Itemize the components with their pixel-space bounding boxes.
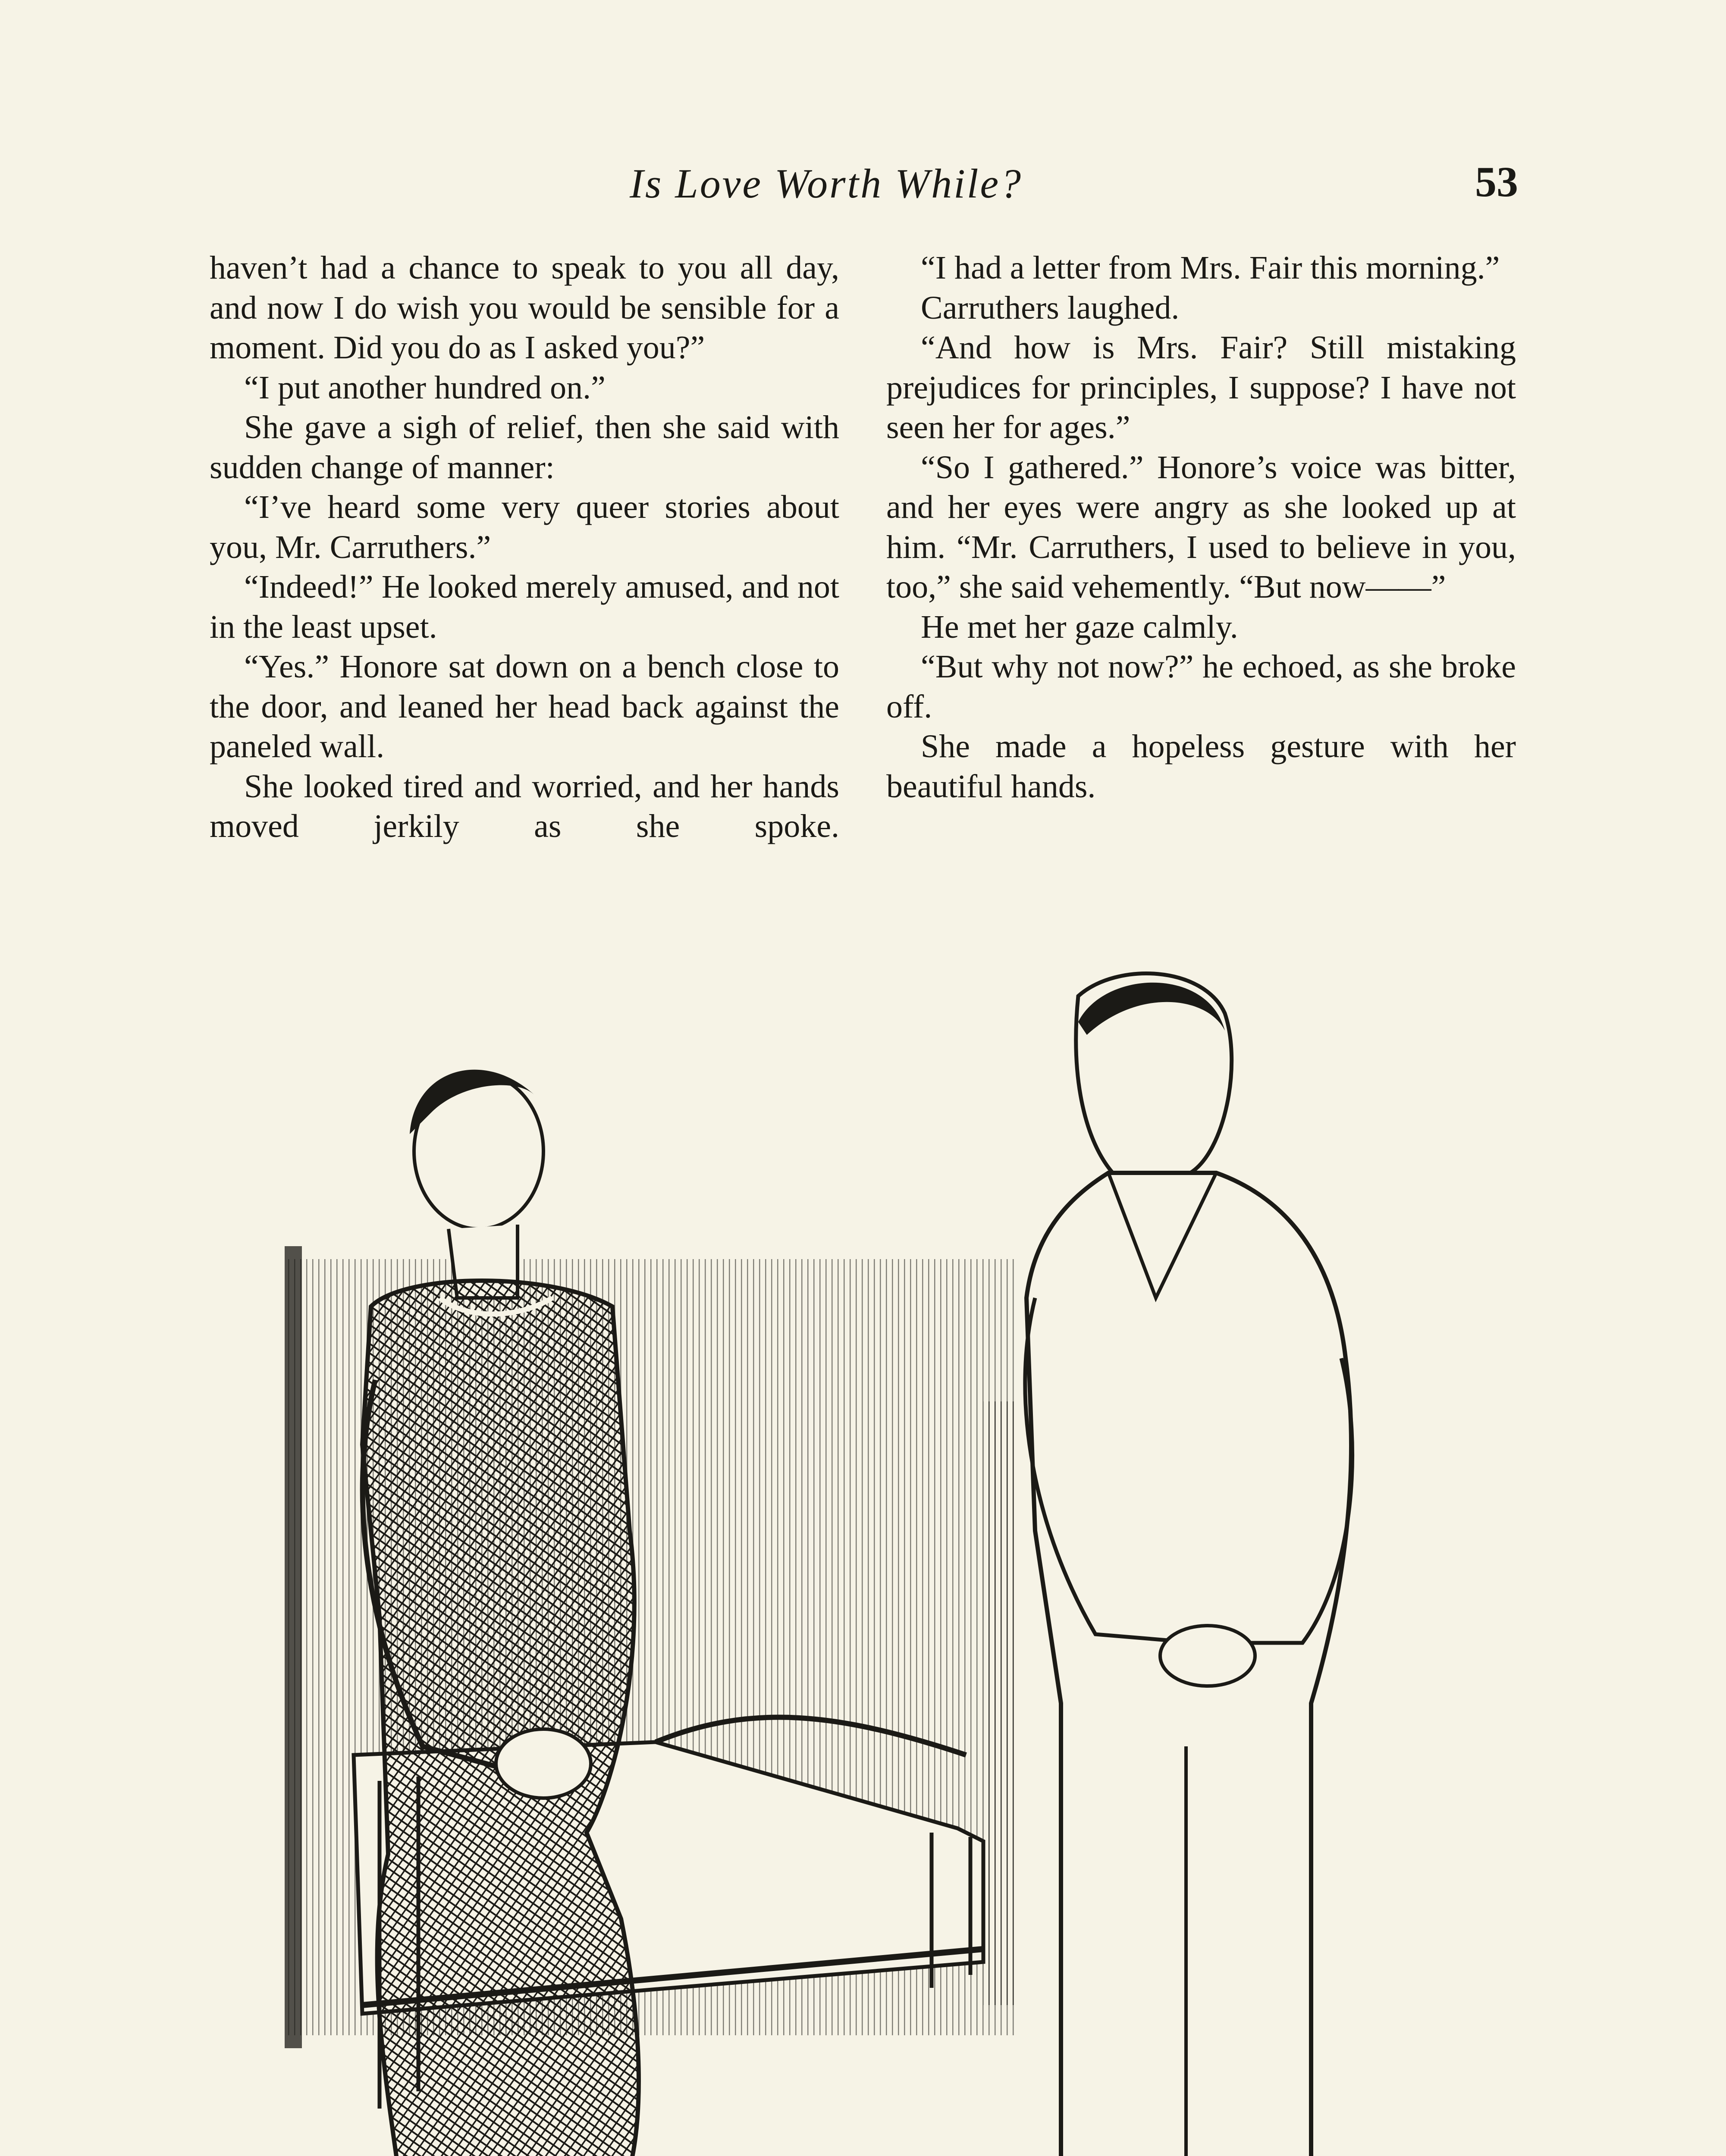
seated-woman-figure xyxy=(362,1070,639,2156)
paragraph: “But why not now?” he echoed, as she broke off. xyxy=(886,649,1516,725)
paragraph: “And how is Mrs. Fair? Still mistaking prejudices for principles, I suppose? I have not seen her for ages.” xyxy=(886,329,1516,445)
standing-man-figure xyxy=(1025,974,1353,2156)
paragraph: “Yes.” Honore sat down on a bench close to the door, and leaned her head back against the paneled wall. xyxy=(210,649,839,765)
pen-drawing xyxy=(276,970,1449,2156)
text-column-right xyxy=(886,248,1516,806)
paragraph: “I’ve heard some very queer stories about you, Mr. Carruthers.” xyxy=(210,489,839,565)
paragraph: “I had a letter from Mrs. Fair this morning.” xyxy=(921,250,1500,286)
paragraph: “Indeed!” He looked merely amused, and not in the least upset. xyxy=(210,569,839,645)
paragraph: She gave a sigh of relief, then she said with sudden change of manner: xyxy=(210,409,839,486)
paragraph: “So I gathered.” Honore’s voice was bitter, and her eyes were angry as she looked up at him. “Mr. Carruthers, I used to believe in you, too,” she said vehemently. “But now——” xyxy=(886,449,1516,605)
paragraph: Carruthers laughed. xyxy=(921,289,1180,326)
running-head xyxy=(0,160,1518,237)
paragraph: “I put another hundred on.” xyxy=(244,369,606,406)
paragraph: haven’t had a chance to speak to you all day, and now I do wish you would be sensible for a moment. Did you do as I asked you?” xyxy=(210,250,839,366)
running-title: Is Love Worth While? xyxy=(630,160,1023,207)
page-number: 53 xyxy=(1475,158,1518,206)
paragraph: He met her gaze calmly. xyxy=(921,608,1238,645)
paragraph: She looked tired and worried, and her hands moved jerkily as she spoke. xyxy=(210,768,839,844)
paragraph: She made a hopeless gesture with her beautiful hands. xyxy=(886,728,1516,805)
illustration xyxy=(276,970,1449,2156)
text-column-left xyxy=(210,248,839,846)
